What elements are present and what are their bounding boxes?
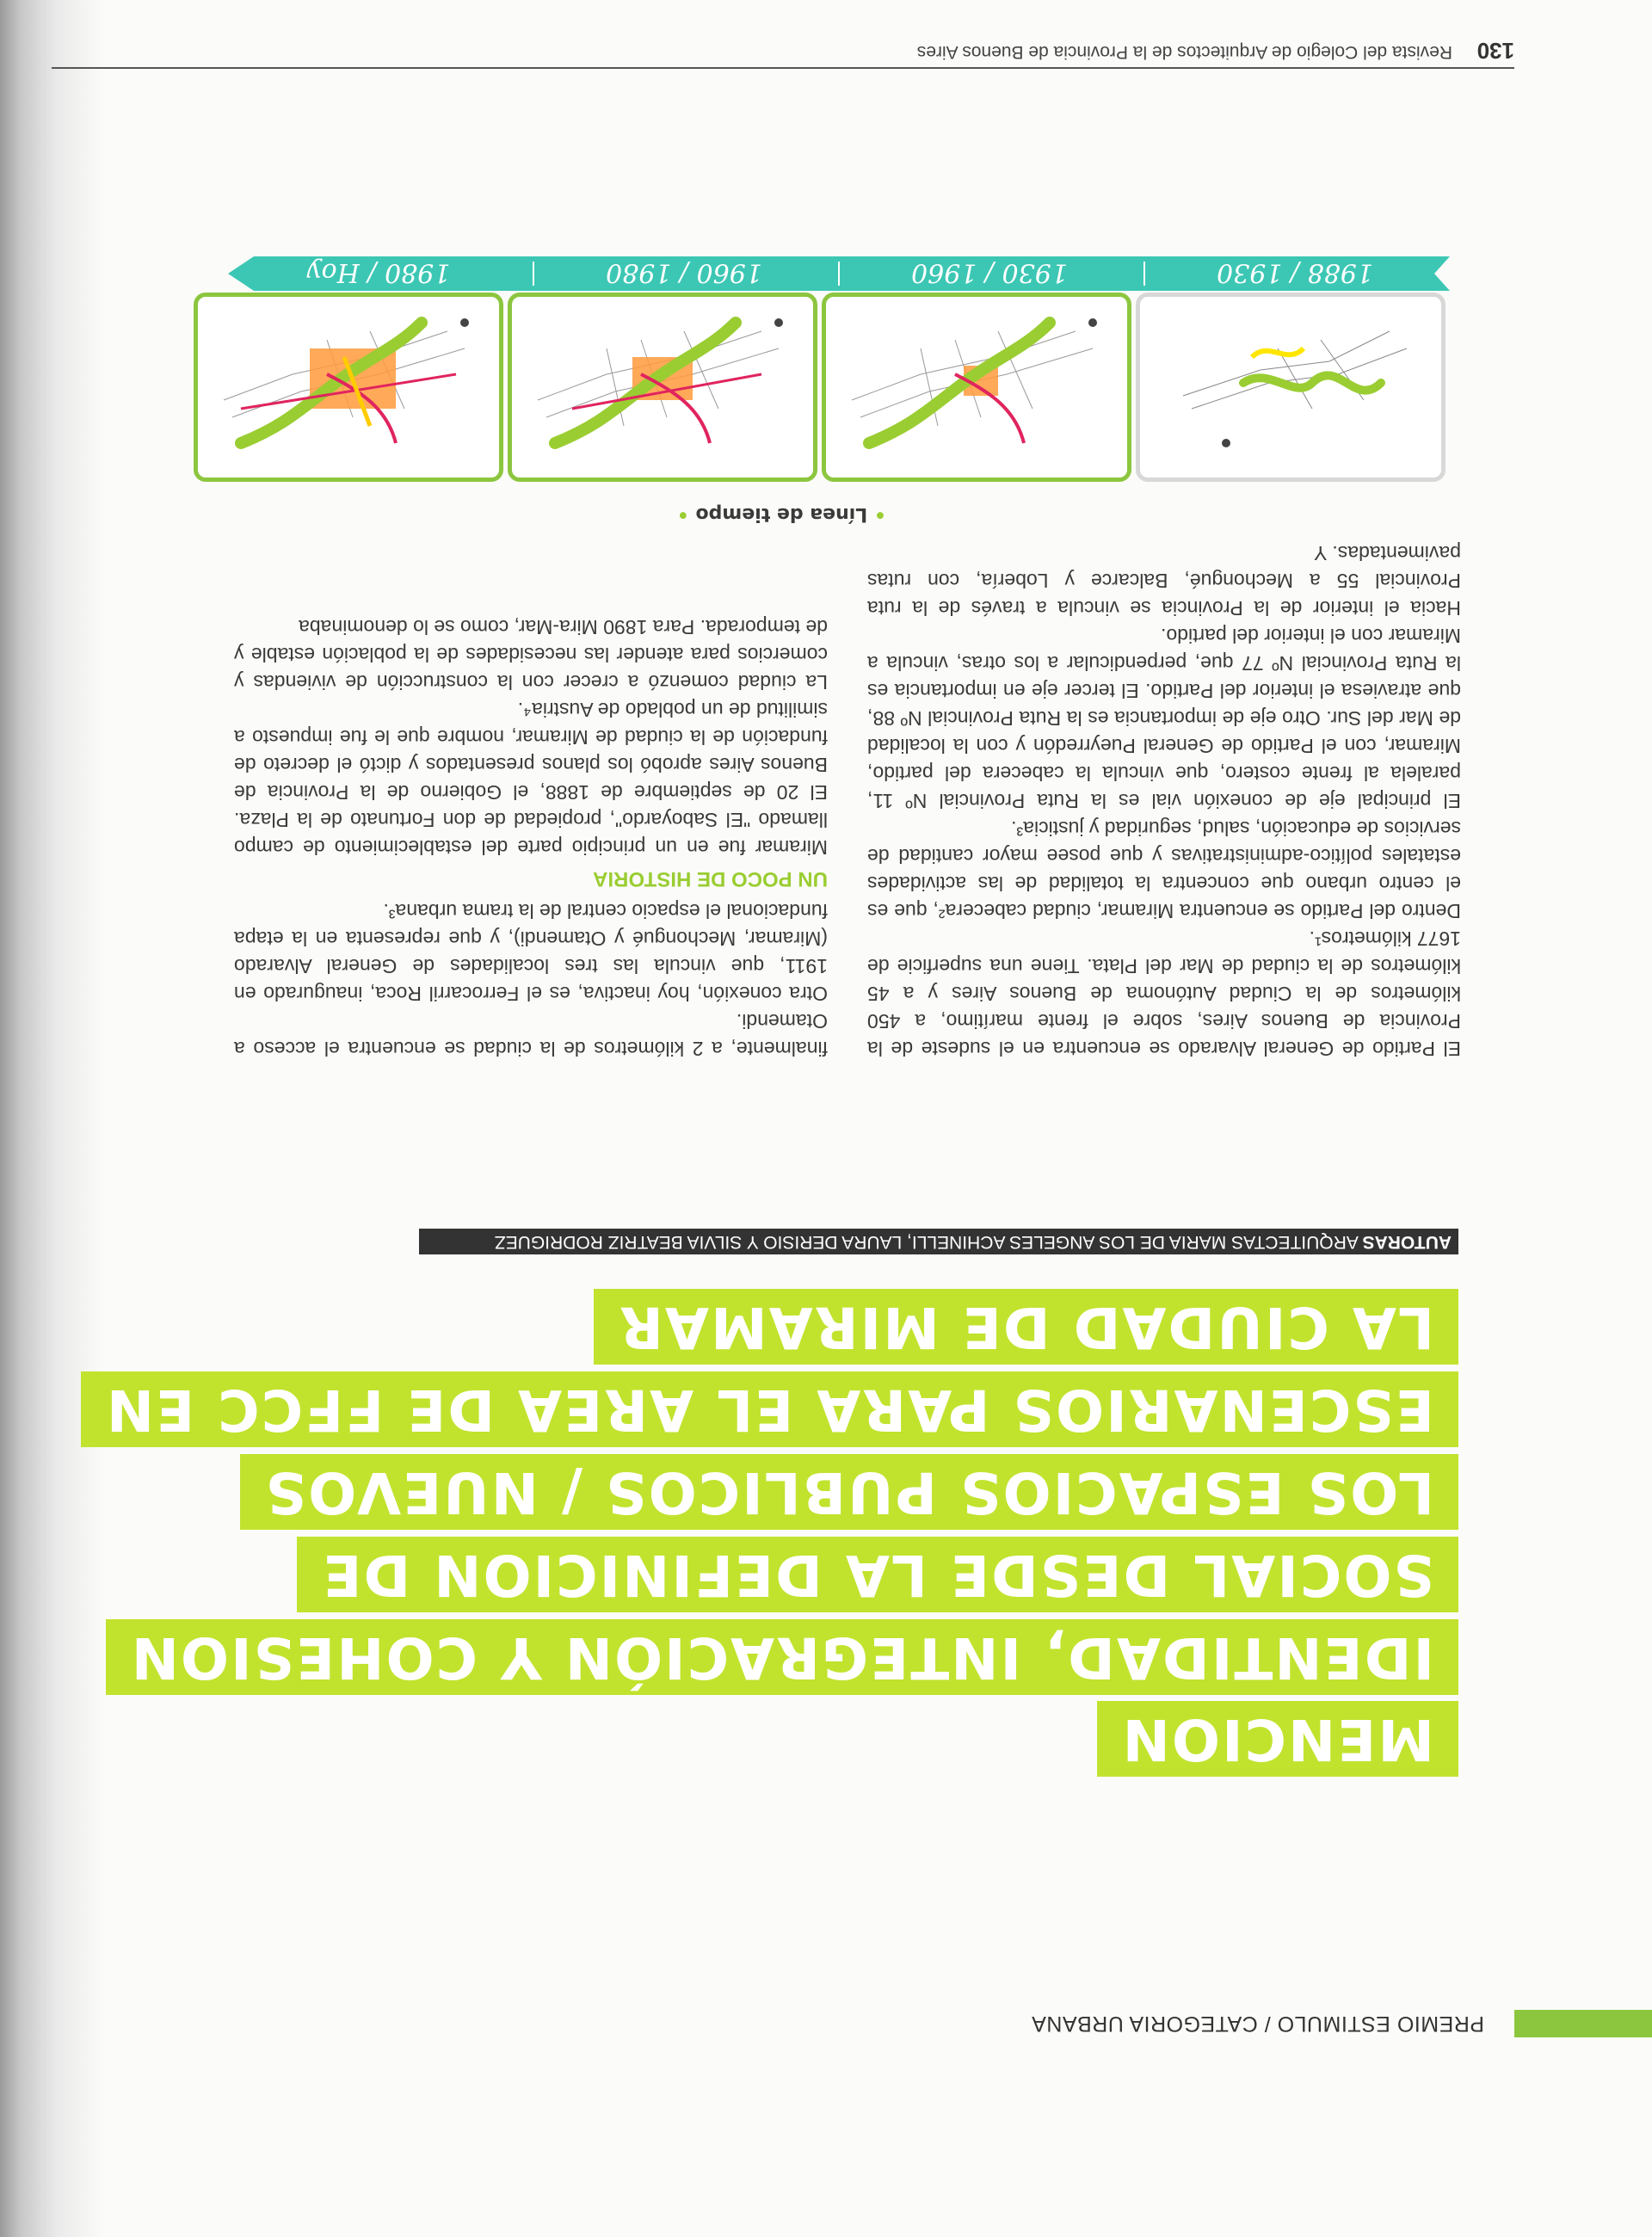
paragraph: El principal eje de conexión vial es la Ruta Provincial Nº 11, paralela al frente costero, que vincula la cabecera del partido, Miramar, con el Partido de General Pueyrredón y con la localidad de Mar del Sur. Otro eje de importancia es la Ruta Provincial Nº 88, que atraviesa el interior del Partido. El tercer eje en importancia es la Ruta Provincial Nº 77 que, perpendicular a los otras, vincula a Miramar con el interior del partido. bbox=[867, 625, 1461, 812]
title-line-5: LA CIUDAD DE MIRAMAR bbox=[594, 1289, 1458, 1365]
timeline-label: • Línea de tiempo • bbox=[676, 503, 886, 525]
paragraph: La ciudad comenzó a crecer con la construcción de viviendas y comercios para atender las necesidades de la población estable y de temporada. Para 1890 Mira-Mar, como se lo denominaba bbox=[234, 616, 828, 693]
authors-text: ARQUITECTAS MARIA DE LOS ANGELES ACHINELLI, LAURA DERISIO Y SILVIA BEATRIZ RODRIGUEZ bbox=[494, 1232, 1359, 1252]
paragraph: Dentro del Partido se encuentra Miramar, ciudad cabecera², que es el centro urbano que concentra la totalidad de las actividades estatales político-administrativas y que posee mayor cantidad de servicios de educación, salud, seguridad y justicia³. bbox=[867, 817, 1461, 922]
authors-bar bbox=[419, 1229, 1458, 1254]
paragraph: El Partido de General Alvarado se encuentra en el sudeste de la Provincia de Buenos Aires, sobre el frente marítimo, a 450 kilómetros de la Ciudad Autónoma de Buenos Aires y a 45 kilómetros de la ciudad de Mar del Plata. Tiene una superficie de 1677 kilómetros¹. bbox=[867, 927, 1461, 1060]
timeline-map-1 bbox=[1136, 293, 1446, 482]
bullet-icon: • bbox=[873, 503, 886, 525]
page-number: 130 bbox=[1476, 38, 1514, 64]
footer-rule bbox=[52, 67, 1514, 69]
timeline-period-2: 1930 / 1960 bbox=[911, 257, 1068, 287]
journal-title: Revista del Colegio de Arquitectos de la Provincia de Buenos Aires bbox=[916, 42, 1452, 62]
timeline-period-3: 1960 / 1980 bbox=[606, 257, 762, 287]
mencion-text: MENCION bbox=[1120, 1706, 1434, 1772]
title-line-4: ESCENARIOS PARA EL AREA DE FFCC EN bbox=[81, 1371, 1458, 1447]
timeline-map-2 bbox=[822, 293, 1131, 482]
timeline-map-4 bbox=[194, 293, 503, 482]
title-line-1: IDENTIDAD, INTEGRACIÓN Y COHESION bbox=[106, 1619, 1458, 1695]
title-line-3: LOS ESPACIOS PUBLICOS / NUEVOS bbox=[240, 1454, 1458, 1530]
paragraph: Hacia el interior de la Provincia se vincula a través de la ruta Provincial 55 a Mechongué, Balcarce y Lobería, con rutas pavimentadas. Y bbox=[867, 542, 1461, 619]
timeline-period-1: 1988 / 1930 bbox=[1217, 257, 1373, 287]
journal-footer bbox=[52, 34, 1514, 69]
paragraph: finalmente, a 2 kilómetros de la ciudad se encuentra el acceso a Otamendi. bbox=[234, 1010, 828, 1060]
authors-label: AUTORAS bbox=[1362, 1232, 1452, 1252]
paragraph: Miramar fue en un principio parte del establecimiento de campo llamado "El Saboyardo", propiedad de don Fortunato de la Plaza. El 20 de septiembre de 1888, el Gobierno de la Provincia de Buenos Aires aprobó los planos presentados y dictó el decreto de fundación de la ciudad de Miramar, nombre que le fue impuesto a similitud de un poblado de Austria⁴. bbox=[234, 699, 828, 859]
category-label: PREMIO ESTIMULO / CATEGORIA URBANA bbox=[1031, 2012, 1484, 2036]
timeline-map-3 bbox=[508, 293, 817, 482]
binding-gutter bbox=[0, 0, 103, 2237]
text-column-left bbox=[867, 539, 1461, 1063]
title-line-2: SOCIAL DESDE LA DEFINICION DE bbox=[297, 1537, 1458, 1612]
mencion-badge bbox=[1097, 1701, 1458, 1777]
paragraph: Otra conexión, hoy inactiva, es el Ferrocarril Roca, inaugurado en 1911, que vincula las tres localidades de General Alvarado (Miramar, Mechongué y Otamendi), y que representa en la etapa fundacional el espacio central de la trama urbana³. bbox=[234, 900, 828, 1005]
text-column-right bbox=[234, 613, 828, 1063]
bullet-icon: • bbox=[676, 503, 689, 525]
timeline-period-4: 1980 / Hoy bbox=[306, 257, 451, 287]
history-heading: UN POCO DE HISTORIA bbox=[593, 867, 828, 890]
category-bar bbox=[1514, 2010, 1652, 2037]
